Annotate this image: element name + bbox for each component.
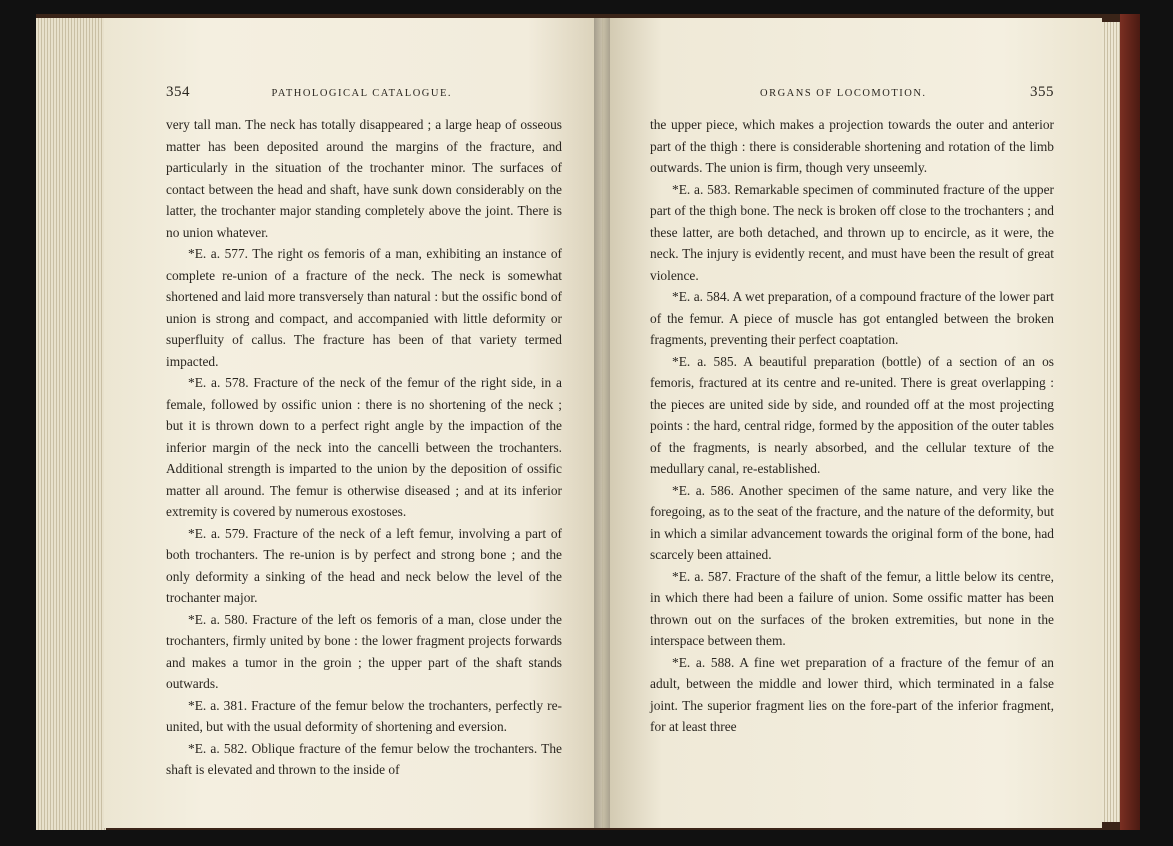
paragraph: *E. a. 586. Another specimen of the same nature, and very like the foregoing, as to the seat of the fracture, and the nature of the deformity, but in which a similar advancement towards the original form of the bone, had scarcely been attained.	[650, 482, 1054, 562]
paragraph: *E. a. 587. Fracture of the shaft of the femur, a little below its centre, in which there had been a failure of union. Some ossific matter has been thrown out on the surfaces of the broken extremities, but none in the interspace between them.	[650, 568, 1054, 648]
paragraph: *E. a. 585. A beautiful preparation (bottle) of a section of an os femoris, fractured at its centre and re-united. There is great overlapping : the pieces are united side by side, and rounded off at the most projecting points : the hard, central ridge, formed by the apposition of the outer tables of the fragments, is nearly absorbed, and the cellular texture of the medullary canal, re-established.	[650, 353, 1054, 476]
paragraph: *E. a. 588. A fine wet preparation of a fracture of the femur of an adult, between the middle and lower third, which terminated in a false joint. The superior fragment lies on the fore-part of the inferior fragment, for at least three	[650, 654, 1054, 734]
paragraph: *E. a. 584. A wet preparation, of a compound fracture of the lower part of the femur. A piece of muscle has got entangled between the broken fragments, preventing their perfect coaptation.	[650, 289, 1054, 347]
page-edges-left	[36, 18, 106, 830]
left-running-head	[166, 84, 562, 106]
paragraph: *E. a. 583. Remarkable specimen of comminuted fracture of the upper part of the thigh bone. The neck is broken off close to the trochanters ; and these latter, are both detached, and thrown up to encircle, as it were, the neck. The injury is evidently recent, and must have been the result of great violence.	[650, 181, 1054, 283]
right-page-number: 355	[1030, 84, 1054, 100]
right-running-head	[650, 84, 1054, 106]
paragraph: *E. a. 579. Fracture of the neck of a left femur, involving a part of both trochanters. The re-union is by perfect and strong bone ; and the only deformity a sinking of the head and neck below the level of the trochanter major.	[166, 525, 562, 605]
paragraph: *E. a. 582. Oblique fracture of the femur below the trochanters. The shaft is elevated and thrown to the inside of	[166, 740, 562, 777]
right-running-title: ORGANS OF LOCOMOTION.	[760, 88, 927, 99]
book-gutter	[594, 18, 610, 828]
paragraph: *E. a. 580. Fracture of the left os femoris of a man, close under the trochanters, firmly united by bone : the lower fragment projects forwards and makes a tumor in the groin ; the upper part of the shaft stands outwards.	[166, 611, 562, 691]
paragraph: *E. a. 577. The right os femoris of a man, exhibiting an instance of complete re-union of a fracture of the neck. The neck is somewhat shortened and laid more transversely than natural : but the ossific bond of union is strong and compact, and accompanied with little deformity or superfluity of callus. The fracture has been of that variety termed impacted.	[166, 246, 562, 369]
right-body-text	[650, 114, 1054, 738]
left-page-number: 354	[166, 84, 190, 100]
paragraph: *E. a. 578. Fracture of the neck of the femur of the right side, in a female, followed by ossific union : there is no shortening of the neck ; but it is thrown down to a perfect right angle by the impaction of the inferior margin of the neck into the cancelli between the trochanters. Additional strength is imparted to the union by the deposition of ossific matter all around. The femur is otherwise diseased ; and at its inferior extremity is covered by numerous exostoses.	[166, 375, 562, 519]
right-page	[602, 18, 1102, 828]
paragraph: the upper piece, which makes a projection towards the outer and anterior part of the thigh : there is considerable shortening and rotation of the limb outwards. The union is firm, though very unseemly.	[650, 117, 1054, 175]
paragraph: very tall man. The neck has totally disappeared ; a large heap of osseous matter has been deposited around the margins of the fracture, and particularly in the situation of the trochanter minor. The surfaces of contact between the head and shaft, have sunk down considerably on the latter, the trochanter major standing completely above the joint. There is no union whatever.	[166, 117, 562, 240]
left-page	[104, 18, 602, 828]
left-body-text	[166, 114, 562, 781]
left-running-title: PATHOLOGICAL CATALOGUE.	[271, 88, 452, 99]
paragraph: *E. a. 381. Fracture of the femur below the trochanters, perfectly re-united, but with the usual deformity of shortening and eversion.	[166, 697, 562, 734]
book-cover-edge	[1120, 14, 1140, 830]
